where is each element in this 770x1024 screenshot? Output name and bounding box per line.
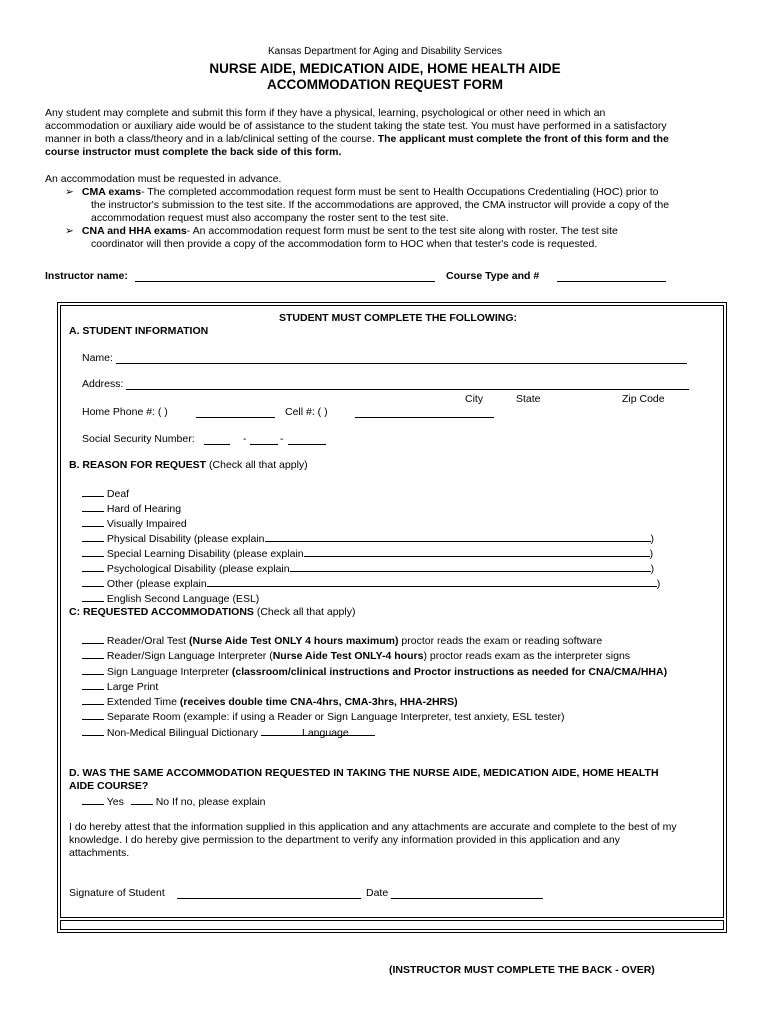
accommodation-emphasis: Nurse Aide Test ONLY-4 hours: [272, 650, 424, 663]
reason-label: Physical Disability (please explain: [106, 533, 265, 545]
ssn-field-part1[interactable]: [204, 433, 230, 445]
reason-label: Special Learning Disability (please explain: [106, 548, 304, 560]
accommodation-item-extended-time: [82, 694, 732, 709]
reason-item-other: [82, 576, 682, 591]
close-paren: ): [649, 548, 654, 560]
language-caption: Language: [302, 727, 349, 739]
section-d-line: D. WAS THE SAME ACCOMMODATION REQUESTED IN TAKING THE NURSE AIDE, MEDICATION AIDE, HOME HEALTH: [69, 767, 659, 779]
intro-line: course instructor must complete the back side of this form.: [45, 146, 342, 158]
other-explain-field[interactable]: [207, 576, 657, 587]
reason-label: Visually Impaired: [106, 518, 187, 530]
accommodation-checkbox[interactable]: [82, 694, 104, 705]
instructor-name-field[interactable]: [135, 270, 435, 282]
accommodation-checkbox[interactable]: [82, 648, 104, 659]
cell-phone-field[interactable]: [355, 406, 494, 418]
cma-bullet: [45, 186, 745, 199]
arrow-bullet-icon: ➢: [65, 186, 74, 198]
accommodation-label: Extended Time: [106, 696, 180, 709]
reason-checkbox[interactable]: [82, 486, 104, 497]
accommodation-checkbox[interactable]: [82, 709, 104, 720]
cna-text: coordinator will then provide a copy of the accommodation form to HOC when that tester's code is requested.: [91, 238, 598, 250]
student-section-bottom-strip: [60, 920, 724, 930]
close-paren: ): [650, 563, 655, 575]
no-checkbox[interactable]: [131, 794, 153, 805]
name-field[interactable]: [116, 352, 687, 364]
section-d-line: AIDE COURSE?: [69, 780, 149, 792]
ssn-field-part3[interactable]: [288, 433, 326, 445]
physical-explain-field[interactable]: [265, 531, 651, 542]
course-type-label: Course Type and #: [446, 270, 540, 282]
date-field[interactable]: [391, 887, 543, 899]
form-title-line1: NURSE AIDE, MEDICATION AIDE, HOME HEALTH AIDE: [209, 61, 561, 76]
date-label: Date: [366, 887, 389, 899]
accommodation-label: Separate Room (example: if using a Reader or Sign Language Interpreter, test anxiety, ESL tester): [106, 711, 565, 724]
accommodation-emphasis: (Nurse Aide Test ONLY 4 hours maximum): [189, 635, 399, 647]
address-label: Address:: [82, 378, 124, 390]
accommodation-item-reader: [82, 633, 732, 648]
cna-bullet: [45, 225, 745, 238]
intro-paragraph: [45, 107, 735, 159]
agency-name: Kansas Department for Aging and Disability Services: [267, 46, 502, 57]
reason-checkbox[interactable]: [82, 501, 104, 512]
cma-text: - The completed accommodation request form must be sent to Health Occupations Credentialing (HOC) prior to: [141, 186, 659, 198]
reason-label: English Second Language (ESL): [106, 593, 260, 605]
ssn-label: Social Security Number:: [82, 433, 195, 445]
attestation-line: attachments.: [69, 847, 130, 859]
reason-checkbox[interactable]: [82, 591, 104, 602]
attestation: [69, 821, 729, 860]
instructor-back-note: (INSTRUCTOR MUST COMPLETE THE BACK - OVER): [389, 964, 655, 976]
accommodation-label: proctor reads the exam or reading software: [398, 635, 603, 647]
reason-list: [82, 486, 682, 606]
reason-label: Deaf: [106, 488, 130, 500]
home-phone-field[interactable]: [196, 406, 275, 418]
accommodation-item-dictionary: [82, 725, 732, 740]
section-a-heading: [69, 325, 208, 337]
zip-caption: Zip Code: [622, 393, 665, 405]
accommodation-label: Reader/Sign Language Interpreter (: [106, 650, 273, 663]
ssn-dash: -: [280, 433, 284, 445]
section-c-note: (Check all that apply): [253, 606, 356, 618]
intro-line: Any student may complete and submit this form if they have a physical, learning, psychological or other need in which an: [45, 107, 606, 119]
reason-checkbox[interactable]: [82, 561, 104, 572]
cma-label: CMA exams: [81, 186, 142, 198]
section-c-label: C: REQUESTED ACCOMMODATIONS: [69, 606, 254, 618]
close-paren: ): [650, 533, 654, 545]
section-b-note: (Check all that apply): [206, 459, 308, 471]
accommodation-emphasis: (classroom/clinical instructions and Proctor instructions as needed for CNA/CMA/HHA): [231, 665, 668, 678]
psychological-explain-field[interactable]: [290, 561, 651, 572]
section-b-label: B. REASON FOR REQUEST: [69, 459, 207, 471]
cell-phone-label: Cell #: ( ): [285, 406, 328, 418]
no-label: No If no, please explain: [155, 796, 266, 808]
accommodation-checkbox[interactable]: [82, 633, 104, 644]
ssn-field-part2[interactable]: [250, 433, 278, 445]
accommodation-checkbox[interactable]: [82, 725, 104, 736]
accommodation-checkbox[interactable]: [82, 664, 104, 675]
form-title-line2: ACCOMMODATION REQUEST FORM: [267, 77, 503, 92]
accommodation-item-sign-interpreter: [82, 664, 732, 679]
section-d-answer: [82, 794, 265, 808]
intro-text: manner in both a class/theory and in a lab/clinical setting of the course.: [45, 133, 375, 145]
reason-label: Hard of Hearing: [106, 503, 182, 515]
accommodation-checkbox[interactable]: [82, 679, 104, 690]
section-b-heading: [69, 459, 308, 471]
reason-checkbox[interactable]: [82, 531, 104, 542]
accommodation-emphasis: (receives double time CNA-4hrs, CMA-3hrs, HHA-2HRS): [179, 696, 458, 709]
reason-checkbox[interactable]: [82, 546, 104, 557]
accommodation-label: Large Print: [106, 680, 159, 693]
intro-line: accommodation or auxiliary aide would be of assistance to the student taking the state test. You must have performed in a satisfactory: [45, 120, 667, 132]
reason-item-deaf: [82, 486, 682, 501]
student-section-heading: STUDENT MUST COMPLETE THE FOLLOWING:: [279, 312, 517, 324]
accommodation-item-separate-room: [82, 709, 732, 724]
cma-text: accommodation request must also accompany the roster sent to the test site.: [91, 212, 449, 224]
address-field[interactable]: [126, 378, 689, 390]
course-type-field[interactable]: [557, 270, 666, 282]
section-c-heading: [69, 606, 355, 618]
cna-label: CNA and HHA exams: [81, 225, 187, 237]
advance-notice: [45, 173, 745, 251]
section-d-question: [69, 767, 729, 793]
name-label: Name:: [82, 352, 113, 364]
city-caption: City: [465, 393, 484, 405]
reason-item-learning: [82, 546, 682, 561]
accommodation-item-reader-sign: [82, 648, 732, 663]
section-a-label: A. STUDENT INFORMATION: [69, 325, 209, 337]
intro-line: [45, 133, 735, 146]
yes-checkbox[interactable]: [82, 794, 104, 805]
accommodation-label: ) proctor reads exam as the interpreter signs: [423, 650, 631, 663]
instructor-name-label: Instructor name:: [45, 270, 128, 282]
cma-text: the instructor's submission to the test site. If the accommodations are approved, the CMA instructor will provide a copy of the: [91, 199, 670, 211]
reason-label: Psychological Disability (please explain: [106, 563, 290, 575]
reason-checkbox[interactable]: [82, 516, 104, 527]
state-caption: State: [516, 393, 541, 405]
reason-item-visually-impaired: [82, 516, 682, 531]
reason-item-physical: [82, 531, 682, 546]
arrow-bullet-icon: ➢: [65, 225, 74, 237]
accommodation-label: Non-Medical Bilingual Dictionary: [106, 726, 259, 739]
accommodation-label: Reader/Oral Test: [106, 635, 190, 647]
home-phone-label: Home Phone #: ( ): [82, 406, 168, 418]
accommodation-label: Sign Language Interpreter: [106, 665, 232, 678]
reason-item-hard-of-hearing: [82, 501, 682, 516]
close-paren: ): [656, 578, 661, 590]
reason-checkbox[interactable]: [82, 576, 104, 587]
intro-emphasis: The applicant must complete the front of this form and the: [377, 133, 669, 145]
accommodation-item-large-print: [82, 679, 732, 694]
advance-lead: An accommodation must be requested in advance.: [45, 173, 282, 185]
reason-label: Other (please explain: [106, 578, 207, 590]
signature-field[interactable]: [177, 887, 361, 899]
cna-text: - An accommodation request form must be sent to the test site along with roster. The test site: [186, 225, 618, 237]
learning-explain-field[interactable]: [304, 546, 650, 557]
attestation-line: I do hereby attest that the information supplied in this application and any attachments are accurate and complete to the best of my: [69, 821, 677, 833]
ssn-dash: -: [243, 433, 247, 445]
accommodation-list: [82, 633, 732, 740]
yes-label: Yes: [106, 796, 124, 808]
signature-label: Signature of Student: [69, 887, 165, 899]
reason-item-psychological: [82, 561, 682, 576]
reason-item-esl: [82, 591, 682, 606]
attestation-line: knowledge. I do hereby give permission to the department to verify any information provided in this application and any: [69, 834, 620, 846]
